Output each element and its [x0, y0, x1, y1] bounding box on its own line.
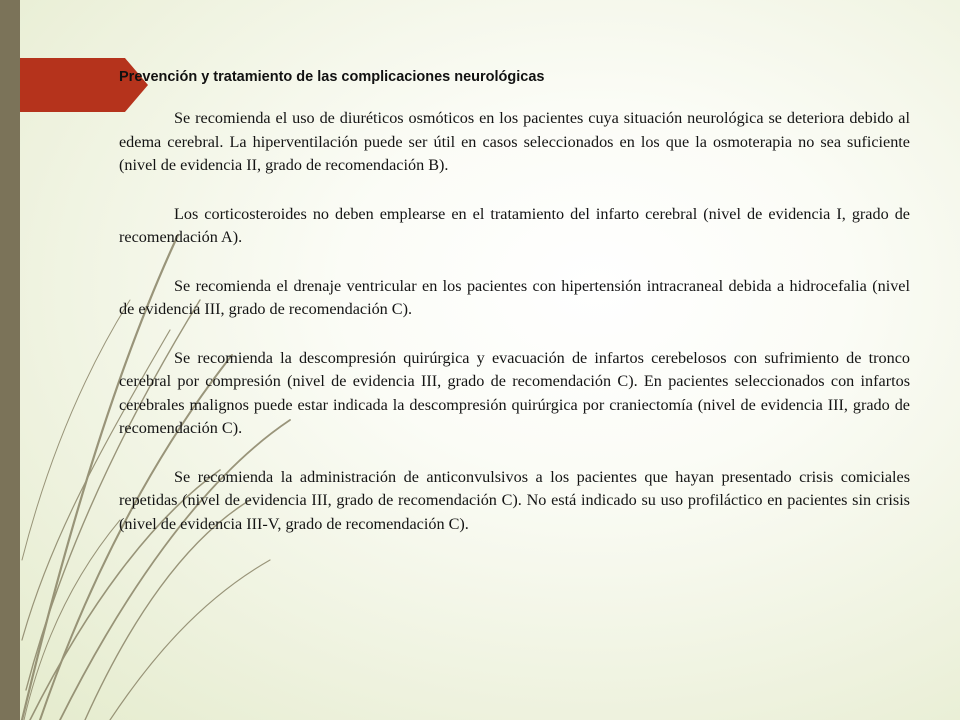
paragraph-osmotic-diuretics: Se recomienda el uso de diuréticos osmóticos en los pacientes cuya situación neurológica se deteriora debido al edema cerebral. La hiperventilación puede ser útil en casos seleccionados en los que la osmoterapia no sea suficiente (nivel de evidencia II, grado de recomendación B). [119, 109, 910, 174]
paragraph-ventricular-drainage: Se recomienda el drenaje ventricular en los pacientes con hipertensión intracraneal debida a hidrocefalia (nivel de evidencia III, grado de recomendación C). [119, 276, 910, 318]
paragraph-surgical-decompression: Se recomienda la descompresión quirúrgica y evacuación de infartos cerebelosos con sufrimiento de tronco cerebral por compresión (nivel de evidencia III, grado de recomendación C). En pacientes seleccionados con infartos cerebrales malignos puede estar indicada la descompresión quirúrgica por craniectomía (nivel de evidencia III, grado de recomendación C). [119, 348, 910, 437]
slide-title: Prevención y tratamiento de las complicaciones neurológicas [119, 69, 545, 85]
slide-body [119, 107, 910, 561]
paragraph-corticosteroids: Los corticosteroides no deben emplearse en el tratamiento del infarto cerebral (nivel de evidencia I, grado de recomendación A). [119, 204, 910, 246]
left-side-bar [0, 0, 20, 720]
accent-arrow-tab [20, 58, 148, 112]
paragraph-anticonvulsants: Se recomienda la administración de anticonvulsivos a los pacientes que hayan presentado crisis comiciales repetidas (nivel de evidencia III, grado de recomendación C). No está indicado su uso profiláctico en pacientes sin crisis (nivel de evidencia III-V, grado de recomendación C). [119, 467, 910, 533]
